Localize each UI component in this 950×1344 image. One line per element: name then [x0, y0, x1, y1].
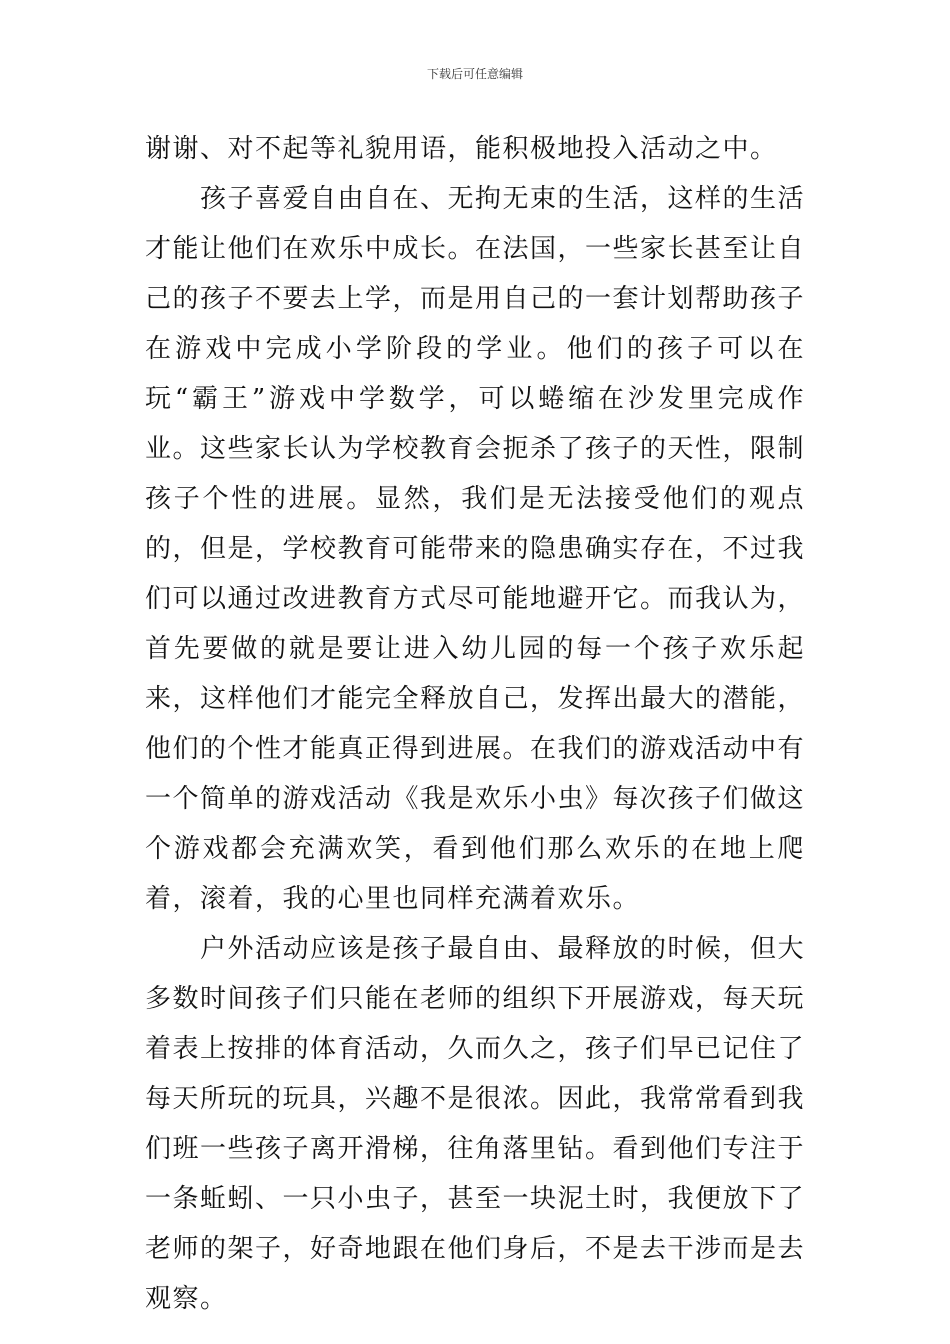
- paragraph-3: 户外活动应该是孩子最自由、最释放的时候，但大多数时间孩子们只能在老师的组织下开展游戏，每天玩着表上按排的体育活动，久而久之，孩子们早已记住了每天所玩的玩具，兴趣不是很浓。因此，我常常看到我们班一些孩子离开滑梯，往角落里钻。看到他们专注于一条蚯蚓、一只小虫子，甚至一块泥土时，我便放下了老师的架子，好奇地跟在他们身后，不是去干涉而是去观察。: [145, 934, 806, 1314]
- paragraph-1: 谢谢、对不起等礼貌用语，能积极地投入活动之中。: [145, 134, 778, 164]
- document-body: [145, 124, 805, 1324]
- page-header: 下载后可任意编辑: [426, 67, 523, 81]
- paragraph-2: 孩子喜爱自由自在、无拘无束的生活，这样的生活才能让他们在欢乐中成长。在法国，一些家长甚至让自己的孩子不要去上学，而是用自己的一套计划帮助孩子在游戏中完成小学阶段的学业。他们的孩子可以在玩“霸王”游戏中学数学，可以蜷缩在沙发里完成作业。这些家长认为学校教育会扼杀了孩子的天性，限制孩子个性的进展。显然，我们是无法接受他们的观点的，但是，学校教育可能带来的隐患确实存在，不过我们可以通过改进教育方式尽可能地避开它。而我认为，首先要做的就是要让进入幼儿园的每一个孩子欢乐起来，这样他们才能完全释放自己，发挥出最大的潜能，他们的个性才能真正得到进展。在我们的游戏活动中有一个简单的游戏活动《我是欢乐小虫》每次孩子们做这个游戏都会充满欢笑，看到他们那么欢乐的在地上爬着，滚着，我的心里也同样充满着欢乐。: [145, 184, 806, 914]
